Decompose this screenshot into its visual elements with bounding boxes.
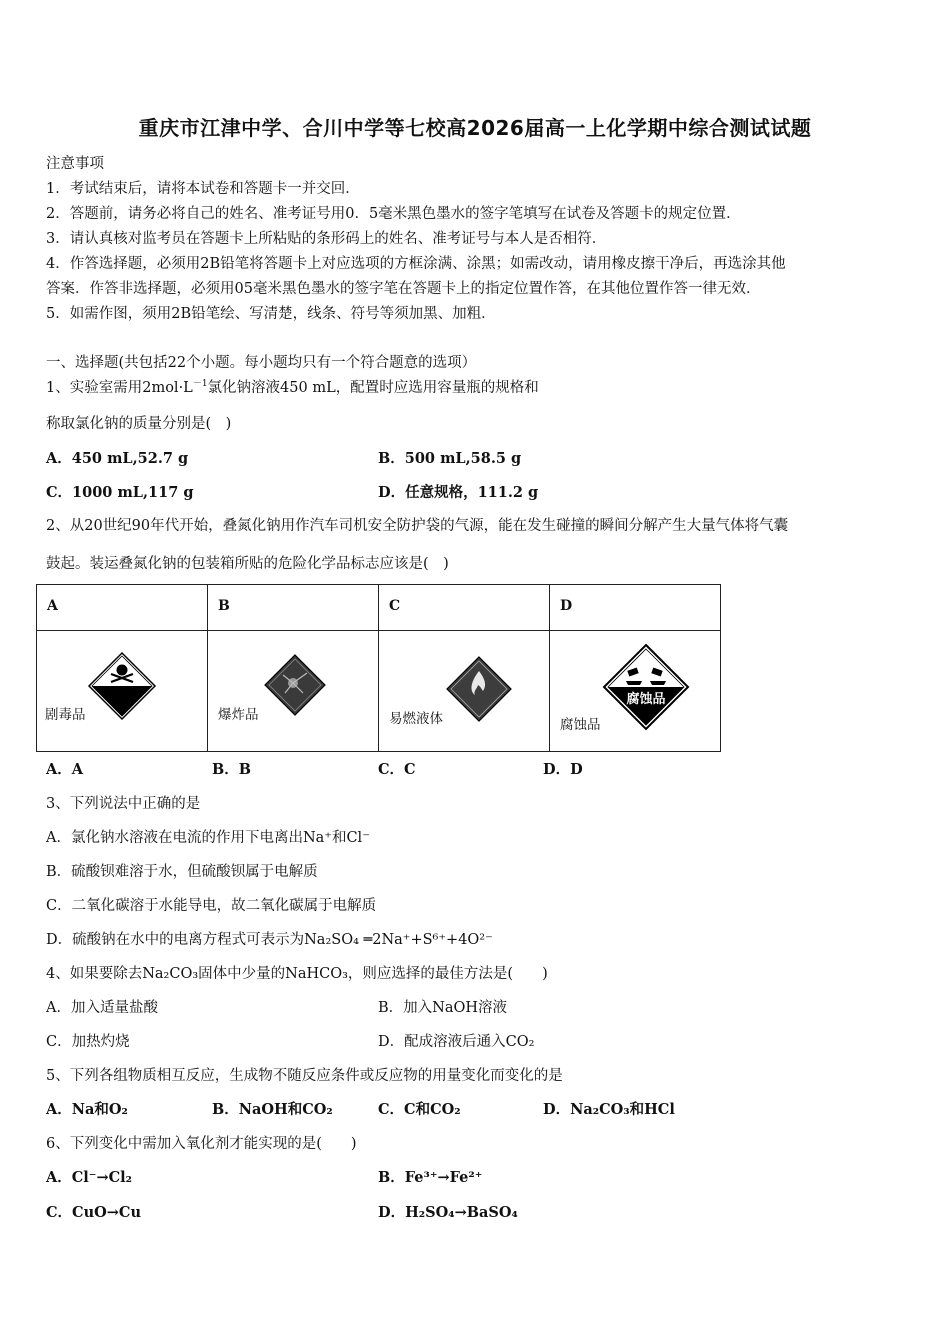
q4-stem: 4、如果要除去Na₂CO₃固体中少量的NaHCO₃，则应选择的最佳方法是( ) (46, 966, 548, 982)
notice-item-4-cont: 答案．作答非选择题，必须用05毫米黑色墨水的签字笔在答题卡上的指定位置作答，在其他位置作答一律无效． (46, 281, 761, 297)
corrosive-sign-text: 腐蚀品 (626, 692, 666, 707)
page-title: 重庆市江津中学、合川中学等七校高2026届高一上化学期中综合测试试题 (138, 116, 812, 140)
q4-option-a[interactable]: A．加入适量盐酸 (46, 1000, 158, 1016)
caption-corrosive: 腐蚀品 (560, 717, 601, 733)
q3-option-a[interactable]: A．氯化钠水溶液在电流的作用下电离出Na⁺和Cl⁻ (46, 830, 370, 846)
q2-stem-cont: 鼓起。装运叠氮化钠的包装箱所贴的危险化学品标志应该是( ) (46, 556, 449, 572)
notice-item-2: 2．答题前，请务必将自己的姓名、准考证号用0．5毫米黑色墨水的签字笔填写在试卷及答题卡的规定位置． (46, 206, 741, 222)
q3-option-b[interactable]: B．硫酸钡难溶于水，但硫酸钡属于电解质 (46, 864, 318, 880)
q2-option-c[interactable]: C．C (378, 761, 416, 778)
notice-item-5: 5．如需作图，须用2B铅笔绘、写清楚，线条、符号等须加黑、加粗． (46, 306, 496, 322)
q3-stem: 3、下列说法中正确的是 (46, 796, 201, 812)
table-header-d: D (550, 585, 721, 631)
caption-toxic: 剧毒品 (45, 707, 86, 723)
q2-option-b[interactable]: B．B (212, 761, 252, 778)
notice-item-4: 4．作答选择题，必须用2B铅笔将答题卡上对应选项的方框涂满、涂黑；如需改动，请用橡皮擦干净后，再选涂其他 (46, 256, 786, 272)
q6-option-b[interactable]: B．Fe³⁺→Fe²⁺ (378, 1169, 483, 1186)
q2-stem: 2、从20世纪90年代开始，叠氮化钠用作汽车司机安全防护袋的气源，能在发生碰撞的瞬间分解产生大量气体将气囊 (46, 518, 789, 534)
hazard-cell-b (208, 631, 379, 752)
section-heading: 一、选择题(共包括22个小题。每小题均只有一个符合题意的选项） (46, 355, 477, 371)
explosive-hazard-icon (263, 653, 327, 717)
notice-heading: 注意事项 (46, 156, 104, 172)
q5-option-a[interactable]: A．Na和O₂ (46, 1101, 128, 1118)
hazard-cell-d (550, 631, 721, 752)
hazard-cell-c (379, 631, 550, 752)
q3-option-d[interactable]: D．硫酸钠在水中的电离方程式可表示为Na₂SO₄ ═2Na⁺+S⁶⁺+4O²⁻ (46, 932, 493, 948)
q4-option-b[interactable]: B．加入NaOH溶液 (378, 1000, 508, 1016)
q6-option-c[interactable]: C．CuO→Cu (46, 1204, 141, 1221)
corrosive-hazard-icon (602, 643, 690, 731)
toxic-hazard-icon (87, 651, 157, 721)
hazard-table (36, 584, 721, 752)
table-header-a: A (37, 585, 208, 631)
flammable-liquid-icon (445, 655, 513, 723)
q5-option-d[interactable]: D．Na₂CO₃和HCl (543, 1101, 675, 1118)
caption-explosive: 爆炸品 (218, 707, 259, 723)
q1-option-d[interactable]: D．任意规格，111.2 g (378, 484, 539, 501)
q4-option-c[interactable]: C．加热灼烧 (46, 1034, 130, 1050)
table-header-b: B (208, 585, 379, 631)
table-header-c: C (379, 585, 550, 631)
q1-stem: 1、实验室需用$2mol\cdot L^{-1}$氯化钠溶液450 mL，配置时应选用容量瓶的规格和 (46, 379, 539, 396)
notice-item-3: 3．请认真核对监考员在答题卡上所粘贴的条形码上的姓名、准考证号与本人是否相符． (46, 231, 607, 247)
notice-item-1: 1．考试结束后，请将本试卷和答题卡一并交回． (46, 181, 360, 197)
q1-option-b[interactable]: B．500 mL,58.5 g (378, 450, 522, 467)
q5-stem: 5、下列各组物质相互反应，生成物不随反应条件或反应物的用量变化而变化的是 (46, 1068, 563, 1084)
q1-option-c[interactable]: C．1000 mL,117 g (46, 484, 194, 501)
q5-option-c[interactable]: C．C和CO₂ (378, 1101, 461, 1118)
q1-option-a[interactable]: A．450 mL,52.7 g (46, 450, 189, 467)
q4-option-d[interactable]: D．配成溶液后通入CO₂ (378, 1034, 535, 1050)
q2-option-d[interactable]: D．D (543, 761, 583, 778)
caption-flammable: 易燃液体 (389, 711, 443, 727)
q1-stem-cont: 称取氯化钠的质量分别是( ) (46, 416, 232, 432)
q6-option-d[interactable]: D．H₂SO₄→BaSO₄ (378, 1204, 518, 1221)
q6-stem: 6、下列变化中需加入氧化剂才能实现的是( ) (46, 1136, 357, 1152)
hazard-cell-a (37, 631, 208, 752)
q6-option-a[interactable]: A．Cl⁻→Cl₂ (46, 1169, 133, 1186)
q2-option-a[interactable]: A．A (46, 761, 84, 778)
q3-option-c[interactable]: C．二氧化碳溶于水能导电，故二氧化碳属于电解质 (46, 898, 377, 914)
q5-option-b[interactable]: B．NaOH和CO₂ (212, 1101, 333, 1118)
